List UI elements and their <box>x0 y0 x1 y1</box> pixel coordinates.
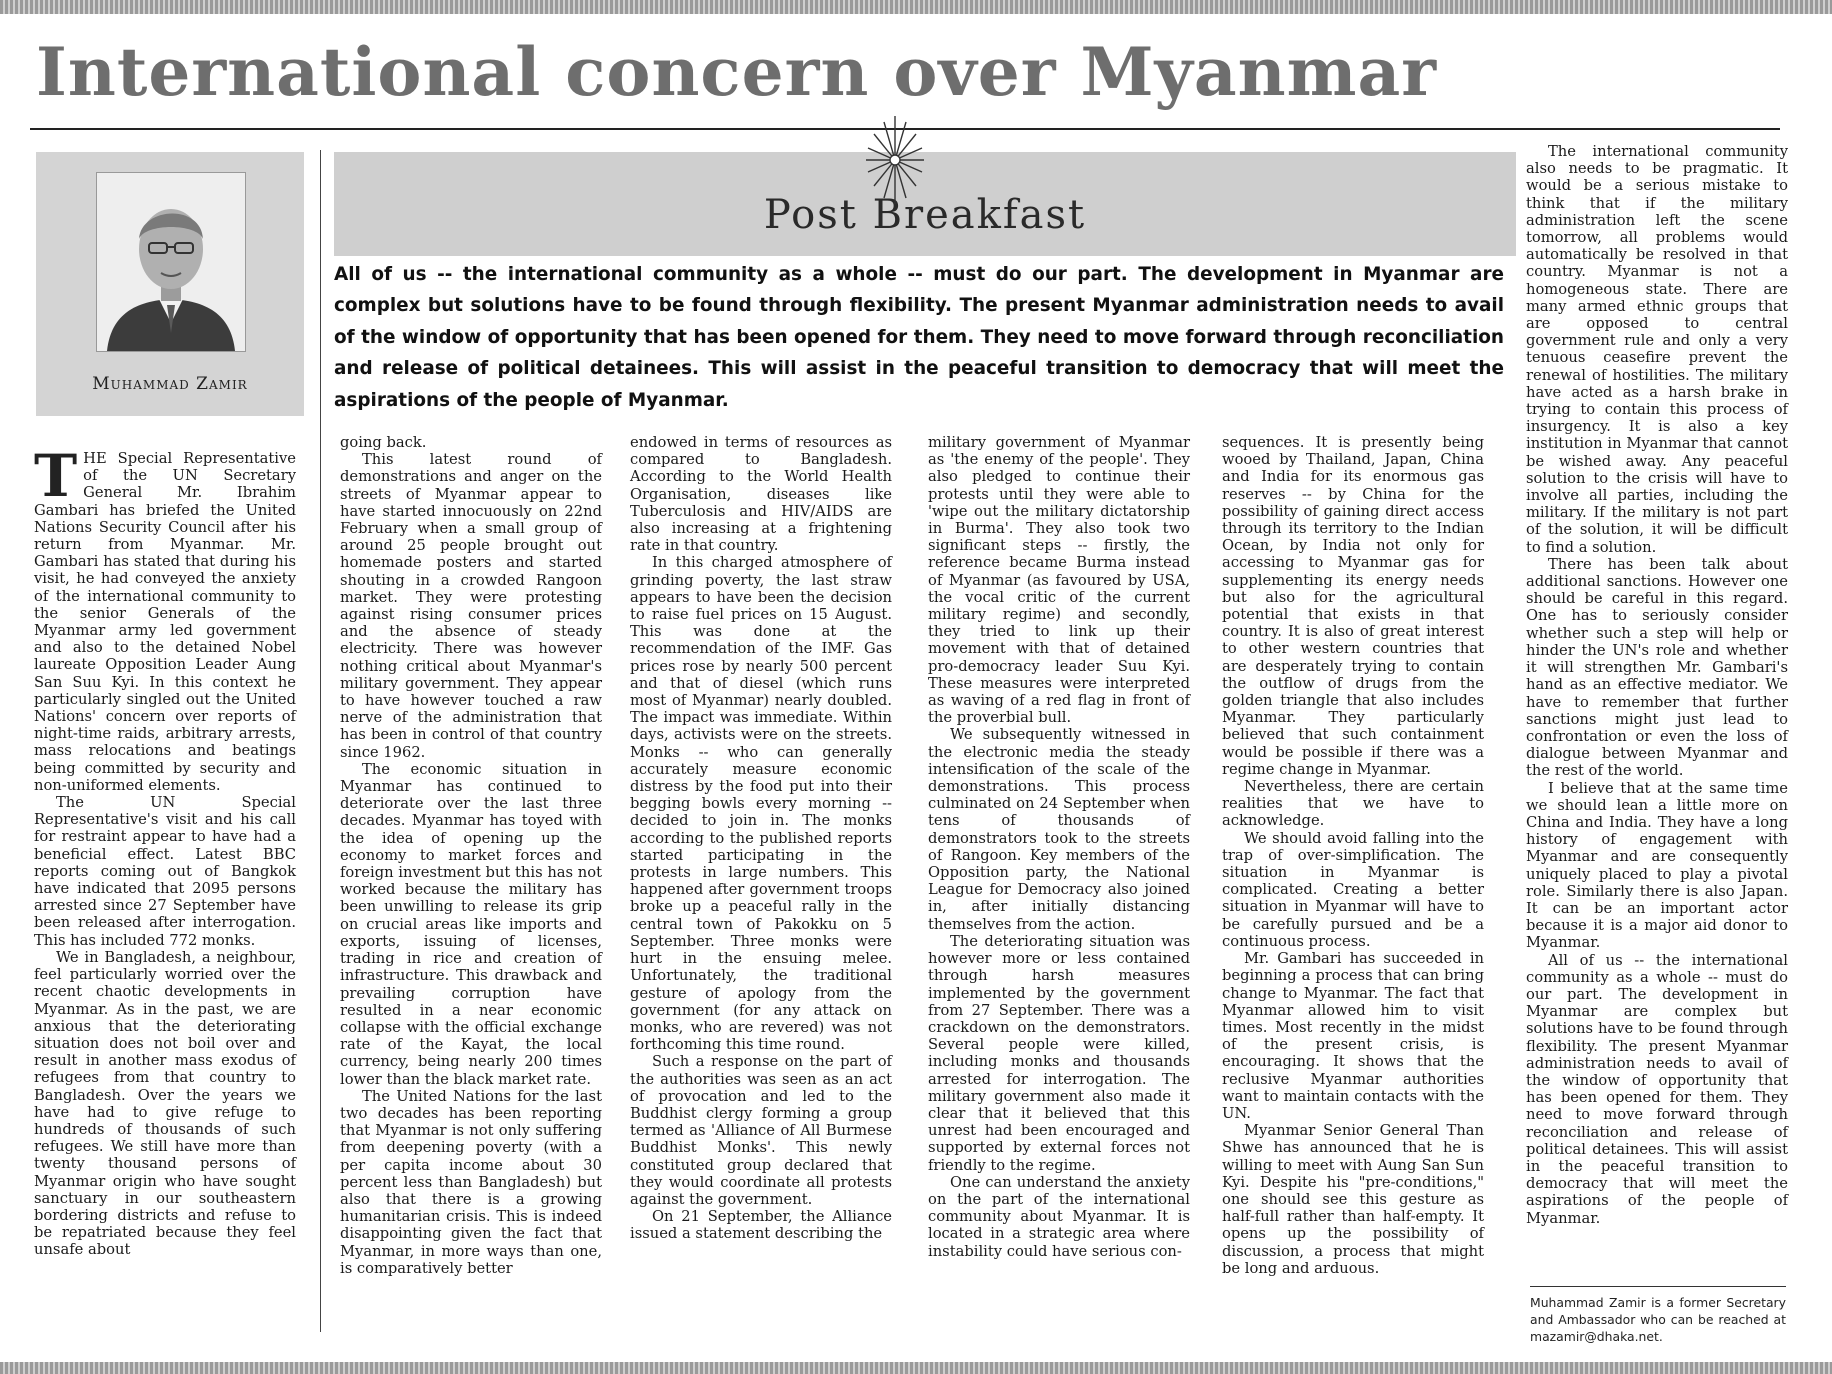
paragraph: going back. <box>340 434 427 451</box>
column-name: Post Breakfast <box>763 192 1087 238</box>
paragraph: This latest round of demonstrations and anger on the streets of Myanmar appear to have started innocuously on 22nd February when a small group of around 25 people brought out homemade posters and started shouting in a crowded Rangoon market. They were protesting against rising consumer prices and the absence of steady electricity. There was however nothing critical about Myanmar's military government. They appear to have however touched a raw nerve of the administration that has been in control of that country since 1962. <box>340 451 602 761</box>
bottom-border <box>0 1362 1832 1374</box>
sunburst-icon <box>862 112 928 208</box>
lead-blurb: All of us -- the international community as a whole -- must do our part. The development in Myanmar are complex but solutions have to be found through flexibility. The present Myanmar administration needs to avail of the window of opportunity that has been opened for them. They need to move forward through reconciliation and release of political detainees. This will assist in the peaceful transition to democracy that will meet the aspirations of the people of Myanmar. <box>334 264 1504 411</box>
paragraph-text: HE Special Representative of the UN Secretary General Mr. Ibrahim Gambari has briefed the United Nations Security Council after his return from Myanmar. Mr. Gambari has stated that during his visit, he had conveyed the anxiety of the international community to the senior Generals of the Myanmar army led government and also to the detained Nobel laureate Opposition Leader Aung San Suu Kyi. In this context he particularly singled out the United Nations' concern over reports of night-time raids, arbitrary arrests, mass relocations and beatings being committed by security and non-uniformed elements. <box>34 450 296 794</box>
body-column-3 <box>630 434 892 1243</box>
author-portrait-icon <box>97 173 245 351</box>
paragraph: On 21 September, the Alliance issued a statement describing the <box>630 1208 892 1243</box>
bio-rule <box>1530 1286 1786 1287</box>
author-photo-box <box>36 152 304 416</box>
body-column-2 <box>340 434 602 1277</box>
paragraph: The deteriorating situation was however more or less contained through harsh measures implemented by the government from 27 September. There was a crackdown on the demonstrators. Several people were killed, including monks and thousands arrested for interrogation. The military government also made it clear that it believed that this unrest had been encouraged and supported by external forces not friendly to the regime. <box>928 932 1190 1174</box>
paragraph: We subsequently witnessed in the electronic media the steady intensification of the scale of the demonstrations. This process culminated on 24 September when tens of thousands of demonstrators took to the streets of Rangoon. Key members of the Opposition party, the National League for Democracy also joined in, after initially distancing themselves from the action. <box>928 726 1190 933</box>
top-border <box>0 0 1832 14</box>
paragraph: military government of Myanmar as 'the enemy of the people'. They also pledged to continue their protests until they were able to 'wipe out the military dictatorship in Burma'. They also took two significant steps -- firstly, the reference became Burma instead of Myanmar (as favoured by USA, the vocal critic of the current military regime) and secondly, they tried to link up their movement with that of detained pro-democracy leader Suu Kyi. These measures were interpreted as waving of a red flag in front of the proverbial bull. <box>928 434 1190 727</box>
paragraph: Such a response on the part of the authorities was seen as an act of provocation and led to the Buddhist clergy forming a group termed as 'Alliance of All Burmese Buddhist Monks'. This newly constituted group declared that they would coordinate all protests against the government. <box>630 1053 892 1208</box>
paragraph: One can understand the anxiety on the part of the international community about Myanmar. It is located in a strategic area where instability could have serious con- <box>928 1173 1190 1260</box>
body-column-1 <box>34 442 296 1259</box>
paragraph: Mr. Gambari has succeeded in beginning a process that can bring change to Myanmar. The fact that Myanmar allowed him to visit times. Most recently in the midst of the present crisis, is encouraging. It shows that the reclusive Myanmar authorities want to maintain contacts with the UN. <box>1222 950 1484 1122</box>
paragraph: The international community also needs to be pragmatic. It would be a serious mistake to think that if the military administration left the scene tomorrow, all problems would automatically be resolved in that country. Myanmar is not a homogeneous state. There are many armed ethnic groups that are opposed to central government rule and only a very tenuous ceasefire prevent the renewal of hostilities. The military have acted as a harsh brake in trying to contain this process of insurgency. It is also a key institution in Myanmar that cannot be wished away. Any peaceful solution to the crisis will have to involve all parties, including the military. If the military is not part of the solution, it will be difficult to find a solution. <box>1526 143 1788 556</box>
paragraph: The UN Special Representative's visit and his call for restraint appear to have had a beneficial effect. Latest BBC reports coming out of Bangkok have indicated that 2095 persons arrested since 27 September have been released after interrogation. This has included 772 monks. <box>34 794 296 949</box>
column-divider <box>320 150 321 1332</box>
author-photo <box>96 172 246 352</box>
paragraph: We in Bangladesh, a neighbour, feel particularly worried over the recent chaotic developments in Myanmar. As in the past, we are anxious that the deteriorating situation does not boil over and result in another mass exodus of refugees from that country to Bangladesh. Over the years we have had to give refuge to hundreds of thousands of such refugees. We still have more than twenty thousand persons of Myanmar origin who have sought sanctuary in our southeastern bordering districts and refuse to be repatriated because they feel unsafe about <box>34 948 296 1259</box>
paragraph: In this charged atmosphere of grinding poverty, the last straw appears to have been the decision to raise fuel prices on 15 August. This was done at the recommendation of the IMF. Gas prices rose by nearly 500 percent and that of diesel (which runs most of Myanmar) nearly doubled. The impact was immediate. Within days, activists were on the streets. Monks -- who can generally accurately measure economic distress by the food put into their begging bowls every morning -- decided to join in. The monks according to the published reports started participating in the protests in large numbers. This happened after government troops broke up a peaceful rally in the central town of Pakokku on 5 September. Three monks were hurt in the ensuing melee. Unfortunately, the traditional gesture of apology from the government (for any attack on monks, who are revered) was not forthcoming this time round. <box>630 554 892 1054</box>
author-bio: Muhammad Zamir is a former Secretary and Ambassador who can be reached at mazamir@dhaka.net. <box>1530 1295 1786 1344</box>
body-column-5 <box>1222 434 1484 1277</box>
paragraph: All of us -- the international community as a whole -- must do our part. The development in Myanmar are complex but solutions have to be found through flexibility. The present Myanmar administration needs to avail of the window of opportunity that has been opened for them. They need to move forward through reconciliation and release of political detainees. This will assist in the peaceful transition to democracy that will meet the aspirations of the people of Myanmar. <box>1526 951 1788 1227</box>
paragraph: I believe that at the same time we should lean a little more on China and India. They have a long history of engagement with Myanmar and are consequently uniquely placed to play a pivotal role. Similarly there is also Japan. It can be an important actor because it is a major aid donor to Myanmar. <box>1526 779 1788 952</box>
headline: International concern over Myanmar <box>36 33 1437 111</box>
body-column-4 <box>928 434 1190 1260</box>
paragraph: Nevertheless, there are certain realities that we have to acknowledge. <box>1222 778 1484 830</box>
paragraph: Myanmar Senior General Than Shwe has announced that he is willing to meet with Aung San Sun Kyi. Despite his "pre-conditions," one should see this gesture as half-full rather than half-empty. It opens up the possibility of discussion, a process that might be long and arduous. <box>1222 1122 1484 1277</box>
author-byline: Muhammad Zamir <box>92 374 248 394</box>
drop-cap: T <box>34 442 78 510</box>
body-column-6 <box>1526 143 1788 1227</box>
paragraph: endowed in terms of resources as compared to Bangladesh. According to the World Health Organisation, diseases like Tuberculosis and HIV/AIDS are also increasing at a frightening rate in that country. <box>630 434 892 555</box>
paragraph: sequences. It is presently being wooed by Thailand, Japan, China and India for its enormous gas reserves -- by China for the possibility of gaining direct access through its territory to the Indian Ocean, by India not only for accessing to Myanmar gas for supplementing its energy needs but also for the agricultural potential that exists in that country. It is also of great interest to other western countries that are desperately trying to contain the outflow of drugs from the golden triangle that also includes Myanmar. They particularly believed that such containment would be possible if there was a regime change in Myanmar. <box>1222 434 1484 778</box>
paragraph <box>34 442 296 794</box>
paragraph: The United Nations for the last two decades has been reporting that Myanmar is not only suffering from deepening poverty (with a per capita income about 30 percent less than Bangladesh) but also that there is a growing humanitarian crisis. This is indeed disappointing given the fact that Myanmar, in more ways than one, is comparatively better <box>340 1087 602 1277</box>
paragraph: The economic situation in Myanmar has continued to deteriorate over the last three decades. Myanmar has toyed with the idea of opening up the economy to market forces and foreign investment but this has not worked because the military has been unwilling to release its grip on crucial areas like imports and exports, issuing of licenses, trading in rice and creation of infrastructure. This drawback and prevailing corruption have resulted in a near economic collapse with the official exchange rate of the Kayat, the local currency, being nearly 200 times lower than the black market rate. <box>340 760 602 1088</box>
paragraph: We should avoid falling into the trap of over-simplification. The situation in Myanmar is complicated. Creating a better situation in Myanmar will have to be carefully pursued and be a continuous process. <box>1222 829 1484 950</box>
paragraph: There has been talk about additional sanctions. However one should be careful in this regard. One has to seriously consider whether such a step will help or hinder the UN's role and whether it will strengthen Mr. Gambari's hand as an effective mediator. We have to remember that further sanctions might just lead to confrontation or even the loss of dialogue between Myanmar and the rest of the world. <box>1526 555 1788 780</box>
